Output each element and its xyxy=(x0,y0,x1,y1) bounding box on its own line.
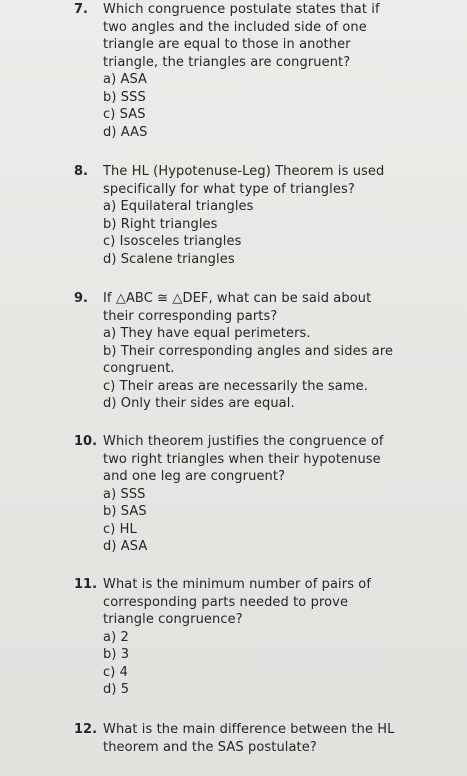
question-number: 7. xyxy=(74,2,88,17)
answer-option: b) Right triangles xyxy=(103,216,218,232)
question-number: 9. xyxy=(74,291,88,306)
question-text-line: Which congruence postulate states that if xyxy=(103,2,380,17)
question-number: 8. xyxy=(74,164,88,179)
question-text-line: two right triangles when their hypotenuse xyxy=(103,451,381,467)
answer-option: a) Equilateral triangles xyxy=(103,199,254,214)
question-text-line: corresponding parts needed to prove xyxy=(103,594,349,610)
question-text-line: What is the main difference between the HL xyxy=(103,722,395,737)
question-text-line: two angles and the included side of one xyxy=(103,19,367,35)
question-body xyxy=(103,576,433,699)
question-number: 12. xyxy=(74,722,98,737)
answer-option: c) SAS xyxy=(103,107,146,122)
answer-option: b) 3 xyxy=(103,647,130,662)
question-text-line: triangle, the triangles are congruent? xyxy=(103,54,351,70)
question-body xyxy=(103,290,433,413)
question-body xyxy=(103,721,433,756)
question-text-line: If △ABC ≅ △DEF, what can be said about xyxy=(103,291,372,306)
answer-option: c) 4 xyxy=(103,664,129,680)
question-body xyxy=(103,433,433,556)
answer-option: c) Their areas are necessarily the same. xyxy=(103,378,368,394)
answer-option: d) Only their sides are equal. xyxy=(103,396,295,411)
answer-option: b) SSS xyxy=(103,89,146,105)
question-body xyxy=(103,1,433,141)
answer-option: a) 2 xyxy=(103,629,129,645)
answer-option: a) They have equal perimeters. xyxy=(103,326,311,341)
question-text-line: specifically for what type of triangles? xyxy=(103,181,355,197)
question-text-line: Which theorem justifies the congruence of xyxy=(103,434,384,449)
answer-option: c) Isosceles triangles xyxy=(103,234,242,249)
answer-option: b) SAS xyxy=(103,504,147,519)
question-text-line: their corresponding parts? xyxy=(103,308,278,324)
question-text-line: The HL (Hypotenuse-Leg) Theorem is used xyxy=(103,164,385,179)
answer-option: d) ASA xyxy=(103,539,148,554)
question-body xyxy=(103,163,433,268)
question-text-line: theorem and the SAS postulate? xyxy=(103,739,317,755)
answer-option: c) HL xyxy=(103,521,137,537)
answer-option: d) 5 xyxy=(103,682,130,697)
answer-option: a) ASA xyxy=(103,72,148,87)
question-text-line: and one leg are congruent? xyxy=(103,469,286,484)
answer-option: b) Their corresponding angles and sides are xyxy=(103,343,394,359)
answer-option: d) AAS xyxy=(103,124,148,140)
question-number: 11. xyxy=(74,577,98,592)
question-text-line: triangle congruence? xyxy=(103,612,243,627)
question-text-line: triangle are equal to those in another xyxy=(103,37,351,52)
question-number: 10. xyxy=(74,434,98,449)
answer-option-continuation: congruent. xyxy=(103,361,175,376)
question-text-line: What is the minimum number of pairs of xyxy=(103,577,372,592)
answer-option: a) SSS xyxy=(103,486,146,502)
answer-option: d) Scalene triangles xyxy=(103,251,235,267)
